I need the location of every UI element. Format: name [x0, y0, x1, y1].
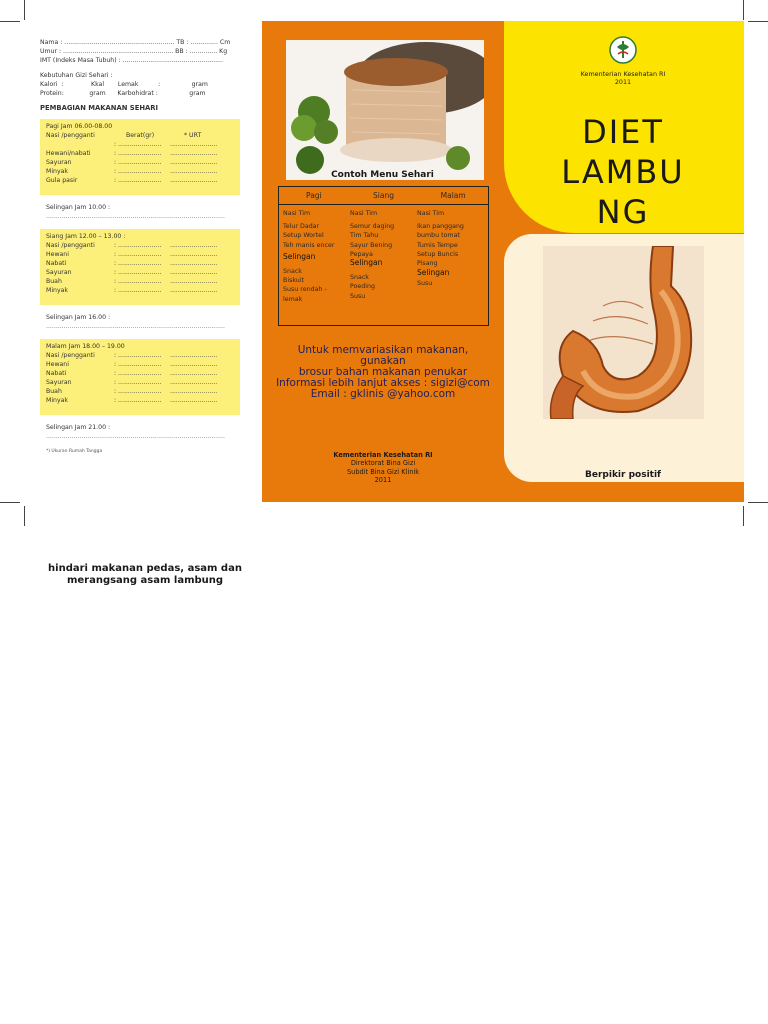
name-field-line: Nama : ........................................................ TB : .............. Cm [40, 39, 231, 46]
pagi-title: Pagi Jam 06.00-08.00 [46, 123, 113, 130]
malam-row: Sayuran : ...................... ........................ [46, 379, 218, 386]
crop-mark [743, 506, 744, 526]
malam-row: Minyak : ...................... ........................ [46, 397, 218, 404]
menu-col-malam: Nasi Tim Ikan panggang bumbu tomat Tumis Tempe Setup Buncis Pisang Selingan Susu [417, 210, 464, 288]
menu-col-pagi: Nasi Tim Telur Dadar Setup Wortel Teh manis encer Selingan Snack Biskuit Susu rendah - lemak [283, 210, 335, 303]
menu-columns [279, 205, 488, 304]
selingan-16: Selingan Jam 16.00 : [46, 314, 111, 321]
crop-mark [743, 0, 744, 20]
dotted-line: ........................................................................................... [46, 213, 225, 220]
pagi-row: Sayuran : ...................... ........................ [46, 159, 218, 166]
malam-row: Buah : ...................... ........................ [46, 388, 218, 395]
pagi-row: : ...................... ........................ [114, 141, 218, 148]
crop-mark [748, 21, 768, 22]
menu-table [278, 186, 489, 326]
menu-header-siang: Siang [373, 190, 394, 200]
publisher-block: Kementerian Kesehatan RI Direktorat Bina Gizi Subdit Bina Gizi Klinik 2011 [333, 451, 433, 485]
dotted-line: ........................................................................................... [46, 323, 225, 330]
siang-row: Nasi /pengganti : ...................... ........................ [46, 242, 218, 249]
left-panel [40, 38, 240, 456]
menu-header-pagi: Pagi [306, 190, 322, 200]
section-title: PEMBAGIAN MAKANAN SEHARI [40, 104, 159, 112]
siang-row: Sayuran : ...................... ........................ [46, 269, 218, 276]
malam-box [40, 339, 240, 415]
menu-title: Contoh Menu Sehari [331, 170, 434, 180]
siang-row: Nabati : ...................... ........................ [46, 260, 218, 267]
malam-row: Nasi /pengganti : ...................... ........................ [46, 352, 218, 359]
promo-text: Untuk memvariasikan makanan, gunakan brosur bahan makanan penukar Informasi lebih lanjut akses : sigizi@com Email : gklinis @yahoo.com [276, 344, 490, 400]
kemenkes-logo-icon [609, 36, 637, 64]
warning-text: hindari makanan pedas, asam dan merangsang asam lambung [48, 563, 242, 586]
siang-box [40, 229, 240, 305]
siang-row: Minyak : ...................... ........................ [46, 287, 218, 294]
food-photo [286, 40, 484, 180]
menu-header-row [279, 187, 488, 205]
dotted-line: ........................................................................................... [46, 433, 225, 440]
malam-title: Malam Jam 18.00 – 19.00 [46, 343, 125, 350]
siang-row: Hewani : ...................... ........................ [46, 251, 218, 258]
crop-mark [24, 506, 25, 526]
siang-row: Buah : ...................... ........................ [46, 278, 218, 285]
age-field-line: Umur : ........................................................ BB : .............. Kg [40, 48, 228, 55]
needs-title: Kebutuhan Gizi Sehari : [40, 72, 113, 79]
bmi-field-line: IMT (Indeks Masa Tubuh) : ................................................... [40, 57, 223, 64]
malam-row: Nabati : ...................... ........................ [46, 370, 218, 377]
pagi-row: Hewani/nabati : ...................... ........................ [46, 150, 218, 157]
pagi-row: Minyak : ...................... ........................ [46, 168, 218, 175]
menu-col-siang: Nasi Tim Semur daging Tim Tahu Sayur Bening Pepaya Selingan Snack Poeding Susu [350, 210, 395, 300]
pagi-head: Nasi /pengganti Berat(gr) * URT [46, 132, 202, 139]
crop-mark [0, 21, 20, 22]
stomach-illustration [543, 246, 704, 419]
pagi-row: Gula pasir : ...................... ........................ [46, 177, 218, 184]
cover-org: Kementerian Kesehatan RI 2011 [580, 70, 666, 87]
selingan-21: Selingan Jam 21.00 : [46, 424, 111, 431]
brochure-title: DIET LAMBU NG [561, 113, 685, 231]
siang-title: Siang Jam 12.00 – 13.00 : [46, 233, 126, 240]
pagi-box [40, 119, 240, 195]
crop-mark [0, 502, 20, 503]
slogan: Berpikir positif [585, 470, 661, 480]
malam-row: Hewani : ...................... ........................ [46, 361, 218, 368]
menu-header-malam: Malam [440, 190, 466, 200]
selingan-10: Selingan Jam 10.00 : [46, 204, 111, 211]
footnote: *) Ukuran Rumah Tangga [46, 449, 103, 454]
crop-mark [748, 502, 768, 503]
needs-row-protein: Protein: gram Karbohidrat : gram [40, 90, 206, 97]
crop-mark [24, 0, 25, 20]
needs-row-calories: Kalori : Kkal Lemak : gram [40, 81, 208, 88]
